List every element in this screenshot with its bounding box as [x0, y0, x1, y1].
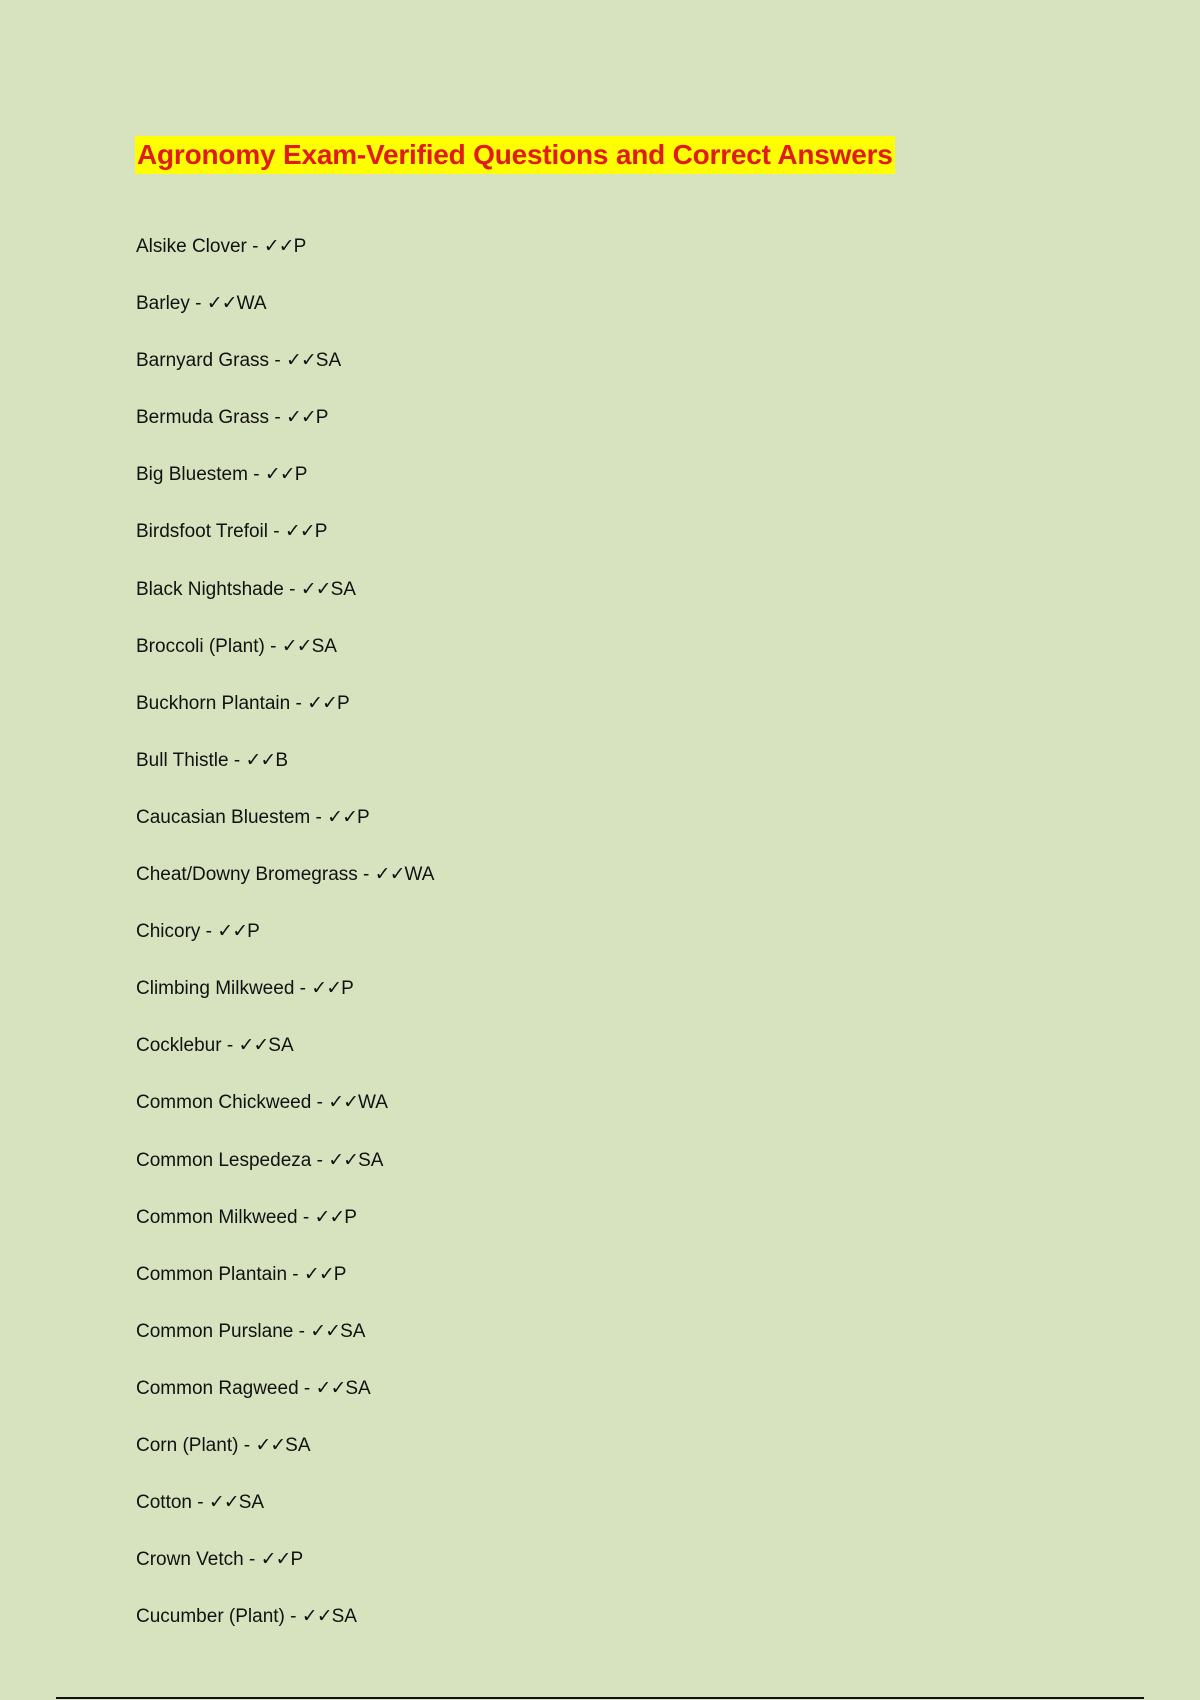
list-item	[136, 858, 434, 915]
entry-term: Broccoli (Plant)	[136, 635, 265, 657]
entry-separator: -	[284, 1606, 302, 1628]
entry-answer: P	[314, 521, 328, 543]
list-item	[136, 401, 434, 458]
check-mark-icon: ✓✓	[303, 1262, 334, 1285]
list-item	[136, 1429, 434, 1486]
entry-answer: WA	[236, 293, 267, 315]
list-item	[136, 687, 434, 744]
entry-term: Cucumber (Plant)	[136, 1606, 285, 1628]
entry-answer: P	[290, 1549, 304, 1571]
check-mark-icon: ✓✓	[310, 1319, 341, 1342]
check-mark-icon: ✓✓	[238, 1034, 269, 1057]
check-mark-icon: ✓✓	[255, 1433, 286, 1456]
entry-term: Birdsfoot Trefoil	[136, 521, 268, 543]
entry-answer: P	[293, 236, 307, 257]
entry-term: Cocklebur	[136, 1035, 222, 1057]
entry-answer: SA	[285, 1434, 311, 1456]
check-mark-icon: ✓✓	[315, 1376, 346, 1399]
entry-separator: -	[293, 1320, 311, 1342]
entry-term: Cheat/Downy Bromegrass	[136, 864, 358, 886]
list-item	[136, 972, 434, 1029]
entry-term: Common Chickweed	[136, 1092, 312, 1114]
check-mark-icon: ✓✓	[217, 920, 248, 943]
entry-separator: -	[228, 749, 246, 771]
entry-answer: P	[344, 1206, 357, 1228]
entry-term: Corn (Plant)	[136, 1434, 239, 1456]
entry-term: Common Plantain	[136, 1263, 288, 1285]
entry-term: Barley	[136, 293, 190, 315]
entry-separator: -	[283, 578, 301, 600]
list-item	[136, 1258, 434, 1315]
entry-answer: P	[341, 978, 354, 1000]
entry-separator: -	[189, 293, 207, 315]
entry-separator: -	[297, 1206, 315, 1228]
list-item	[136, 1372, 434, 1429]
entry-separator: -	[294, 978, 312, 1000]
page-title: Agronomy Exam-Verified Questions and Correct Answers	[135, 136, 895, 174]
entry-answer: SA	[331, 1606, 357, 1628]
list-item	[136, 630, 434, 687]
entry-term: Common Lespedeza	[136, 1149, 312, 1171]
check-mark-icon: ✓✓	[300, 577, 331, 600]
entry-separator: -	[311, 1149, 329, 1171]
entry-answer: P	[247, 921, 260, 943]
check-mark-icon: ✓✓	[327, 805, 357, 828]
list-item	[136, 573, 434, 630]
entry-separator: -	[311, 1092, 329, 1114]
answer-list	[136, 230, 434, 1657]
entry-answer: SA	[358, 1149, 384, 1171]
entry-answer: SA	[345, 1377, 371, 1399]
list-item	[136, 287, 434, 344]
entry-term: Climbing Milkweed	[136, 978, 295, 1000]
entry-answer: P	[294, 464, 308, 486]
check-mark-icon: ✓✓	[307, 691, 337, 714]
entry-separator: -	[269, 350, 286, 372]
check-mark-icon: ✓✓	[245, 748, 276, 771]
list-item	[136, 458, 434, 515]
list-item	[136, 230, 434, 287]
entry-answer: P	[333, 1263, 347, 1285]
entry-separator: -	[247, 464, 265, 486]
entry-term: Common Milkweed	[136, 1206, 298, 1228]
check-mark-icon: ✓✓	[285, 349, 316, 372]
entry-answer: P	[357, 806, 370, 828]
entry-term: Cotton	[136, 1492, 192, 1514]
list-item	[136, 1086, 434, 1143]
entry-answer: WA	[358, 1092, 388, 1114]
entry-separator: -	[221, 1035, 239, 1057]
list-item	[136, 1029, 434, 1086]
list-item	[136, 801, 434, 858]
list-item	[136, 1144, 434, 1201]
list-item	[136, 1201, 434, 1258]
entry-answer: SA	[311, 635, 337, 657]
entry-separator: -	[287, 1263, 304, 1285]
entry-separator: -	[298, 1377, 316, 1399]
entry-separator: -	[200, 921, 218, 943]
entry-term: Bull Thistle	[136, 749, 229, 771]
entry-separator: -	[246, 236, 264, 257]
list-item	[136, 344, 434, 401]
check-mark-icon: ✓✓	[264, 463, 295, 486]
list-item	[136, 1600, 434, 1657]
entry-separator: -	[243, 1549, 261, 1571]
entry-answer: SA	[340, 1320, 366, 1342]
entry-answer: SA	[238, 1492, 265, 1514]
entry-term: Bermuda Grass	[136, 407, 270, 429]
entry-answer: SA	[315, 350, 342, 372]
entry-term: Alsike Clover	[136, 236, 247, 257]
check-mark-icon: ✓✓	[311, 977, 342, 1000]
check-mark-icon: ✓✓	[301, 1605, 332, 1628]
entry-term: Big Bluestem	[136, 464, 248, 486]
check-mark-icon: ✓✓	[281, 634, 312, 657]
check-mark-icon: ✓✓	[284, 520, 315, 543]
entry-separator: -	[310, 806, 328, 828]
list-item	[136, 915, 434, 972]
entry-separator: -	[191, 1492, 209, 1514]
entry-separator: -	[268, 521, 285, 543]
entry-term: Crown Vetch	[136, 1549, 244, 1571]
list-item	[136, 744, 434, 801]
check-mark-icon: ✓✓	[260, 1548, 291, 1571]
entry-term: Common Purslane	[136, 1320, 294, 1342]
entry-answer: WA	[404, 864, 435, 886]
entry-answer: P	[336, 692, 350, 714]
check-mark-icon: ✓✓	[314, 1205, 345, 1228]
check-mark-icon: ✓✓	[285, 406, 316, 429]
check-mark-icon: ✓✓	[206, 292, 237, 315]
entry-answer: SA	[268, 1035, 294, 1057]
entry-answer: SA	[330, 578, 356, 600]
entry-term: Buckhorn Plantain	[136, 692, 291, 714]
check-mark-icon: ✓✓	[374, 863, 405, 886]
entry-separator: -	[290, 692, 308, 714]
entry-separator: -	[269, 407, 286, 429]
check-mark-icon: ✓✓	[263, 235, 294, 257]
entry-answer: P	[315, 407, 329, 429]
list-item	[136, 1543, 434, 1600]
check-mark-icon: ✓✓	[328, 1148, 359, 1171]
entry-separator: -	[264, 635, 282, 657]
check-mark-icon: ✓✓	[328, 1091, 359, 1114]
list-item	[136, 515, 434, 572]
entry-term: Chicory	[136, 921, 201, 943]
entry-separator: -	[357, 864, 375, 886]
entry-term: Common Ragweed	[136, 1377, 299, 1399]
list-item	[136, 1315, 434, 1372]
entry-term: Caucasian Bluestem	[136, 806, 311, 828]
entry-term: Barnyard Grass	[136, 350, 270, 372]
entry-separator: -	[238, 1434, 256, 1456]
entry-term: Black Nightshade	[136, 578, 284, 600]
check-mark-icon: ✓✓	[208, 1491, 239, 1514]
entry-answer: B	[275, 749, 289, 771]
page-divider	[56, 1697, 1144, 1699]
list-item	[136, 1486, 434, 1543]
title-block	[135, 136, 895, 174]
